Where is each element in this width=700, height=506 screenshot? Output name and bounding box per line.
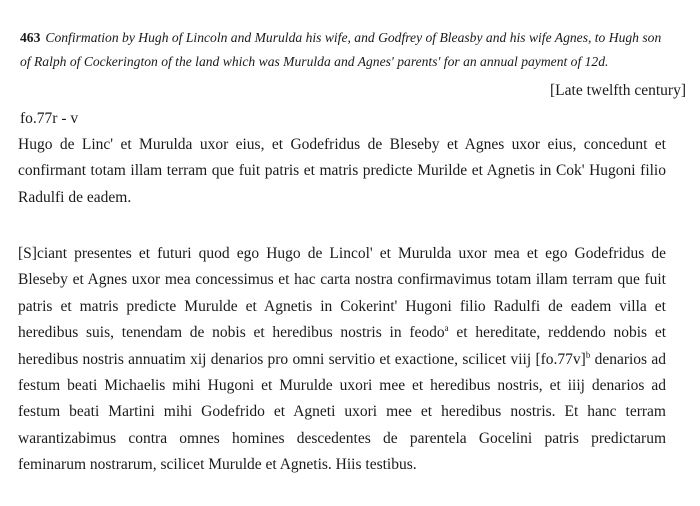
entry-heading xyxy=(20,26,690,74)
entry-date: [Late twelfth century] xyxy=(550,82,686,99)
footnote-marker-a: a xyxy=(444,323,449,334)
entry-title-line: Confirmation by Hugh of Lincoln and Murulda his wife, and Godfrey of Bleasby and his wife Agnes, to Hugh son xyxy=(45,30,662,45)
text-run: heredibus nostris annuatim xij denarios pro omni servitio et exactione, scilicet viij [fo.77v] xyxy=(18,350,586,368)
text-line: Bleseby et Agnes uxor mea concessimus et hac carta nostra confirmavimus totam illam terram que fuit xyxy=(18,271,666,289)
footnote-marker-b: b xyxy=(585,349,591,360)
text-line: warantizabimus contra omnes homines descedentes de parentela Gocelini patris predictarum xyxy=(18,429,666,447)
heading-line-2 xyxy=(20,50,690,74)
text-run: denarios ad xyxy=(590,350,666,368)
text-line: patris et matris predicte Murulde et Agnetis in Cokerint' Hugoni filio Radulfi de eadem villa et xyxy=(18,297,666,315)
text-run: heredibus suis, tenendam de nobis et heredibus nostris in feodo xyxy=(18,324,445,342)
folio-reference: fo.77r - v xyxy=(20,110,79,127)
summary-paragraph xyxy=(18,132,666,211)
text-line: feminarum nostrarum, scilicet Murulde et Agnetis. Hiis testibus. xyxy=(18,456,417,474)
text-line: Radulfi de eadem. xyxy=(18,188,132,206)
entry-title-line: of Ralph of Cockerington of the land which was Murulda and Agnes' parents' for an annual payment of 12d. xyxy=(20,54,609,69)
entry-number: 463 xyxy=(20,30,41,45)
heading-line-1 xyxy=(20,26,690,50)
text-run: et hereditate, reddendo nobis et xyxy=(448,324,667,342)
text-line: festum beati Michaelis mihi Hugoni et Murulde uxori mee et heredibus nostris, et iiij denarios ad xyxy=(18,377,666,395)
text-line xyxy=(18,320,666,346)
text-line: [S]ciant presentes et futuri quod ego Hugo de Lincol' et Murulda uxor mea et ego Godefridus de xyxy=(18,245,666,262)
text-line: confirmant totam illam terram que fuit patris et matris predicte Murilde et Agnetis in Cok' Hugoni filio xyxy=(18,162,666,180)
charter-paragraph xyxy=(18,241,666,479)
text-line xyxy=(18,347,666,373)
text-line: Hugo de Linc' et Murulda uxor eius, et Godefridus de Bleseby et Agnes uxor eius, concedunt et xyxy=(18,136,666,153)
text-line: festum beati Martini mihi Godefrido et Agneti uxori mee et heredibus nostris. Et hanc terram xyxy=(18,403,666,421)
